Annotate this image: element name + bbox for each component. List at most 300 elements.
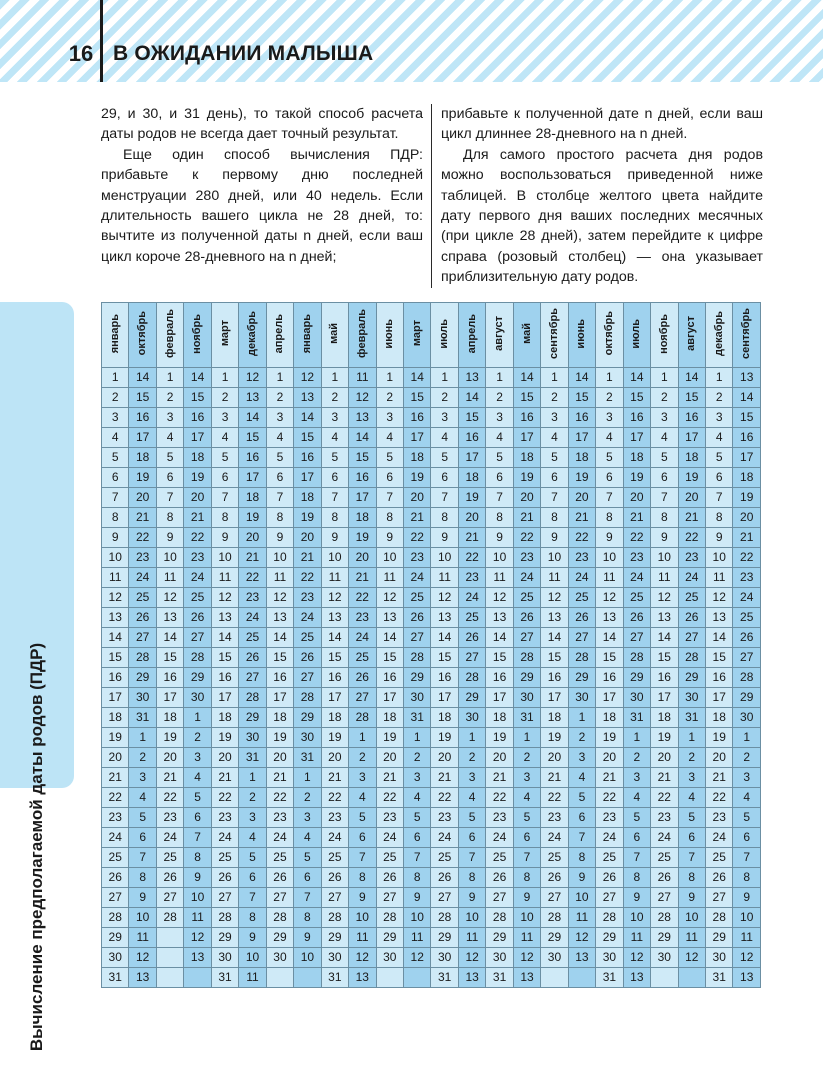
table-cell: 11	[486, 568, 513, 588]
table-cell: 14	[129, 368, 156, 388]
month-header	[403, 303, 430, 368]
table-cell: 29	[705, 928, 732, 948]
table-cell: 3	[102, 408, 129, 428]
table-cell: 8	[239, 908, 266, 928]
table-cell: 21	[458, 528, 485, 548]
table-cell: 18	[129, 448, 156, 468]
table-cell: 31	[705, 968, 732, 988]
table-cell: 2	[156, 388, 183, 408]
table-cell: 22	[129, 528, 156, 548]
table-cell: 10	[376, 548, 403, 568]
month-header	[733, 303, 761, 368]
table-cell: 22	[321, 788, 348, 808]
table-cell: 27	[349, 688, 376, 708]
table-cell: 27	[596, 888, 623, 908]
table-cell: 23	[623, 548, 650, 568]
month-header	[678, 303, 705, 368]
table-cell: 11	[458, 928, 485, 948]
table-cell: 5	[733, 808, 761, 828]
table-cell: 17	[486, 688, 513, 708]
text-column-left	[101, 104, 423, 267]
table-cell: 9	[102, 528, 129, 548]
table-row	[102, 388, 761, 408]
table-cell: 30	[651, 948, 678, 968]
table-cell: 7	[376, 488, 403, 508]
table-cell: 18	[678, 448, 705, 468]
table-cell: 2	[705, 388, 732, 408]
table-cell: 23	[733, 568, 761, 588]
table-cell: 17	[266, 688, 293, 708]
table-cell: 3	[596, 408, 623, 428]
table-row	[102, 608, 761, 628]
table-cell: 20	[568, 488, 595, 508]
table-cell: 26	[678, 608, 705, 628]
table-cell: 29	[596, 928, 623, 948]
table-cell: 18	[266, 708, 293, 728]
table-cell: 1	[651, 368, 678, 388]
table-cell: 5	[321, 448, 348, 468]
table-cell: 7	[349, 848, 376, 868]
table-cell: 13	[239, 388, 266, 408]
table-cell: 25	[486, 848, 513, 868]
table-cell: 6	[486, 468, 513, 488]
table-cell: 22	[294, 568, 321, 588]
table-cell: 28	[678, 648, 705, 668]
table-cell: 17	[349, 488, 376, 508]
table-cell: 25	[349, 648, 376, 668]
table-cell: 27	[486, 888, 513, 908]
table-cell: 9	[458, 888, 485, 908]
table-cell: 11	[184, 908, 211, 928]
chapter-title: В ОЖИДАНИИ МАЛЫША	[113, 42, 374, 65]
month-header	[623, 303, 650, 368]
table-cell: 15	[541, 648, 568, 668]
table-cell: 30	[321, 948, 348, 968]
table-cell: 5	[596, 448, 623, 468]
table-cell: 25	[596, 848, 623, 868]
table-cell: 20	[705, 748, 732, 768]
table-cell: 23	[211, 808, 238, 828]
page-header	[0, 0, 823, 82]
table-cell: 22	[403, 528, 430, 548]
table-cell: 14	[294, 408, 321, 428]
table-cell: 13	[184, 948, 211, 968]
table-cell: 8	[513, 868, 540, 888]
table-cell: 30	[129, 688, 156, 708]
table-cell: 13	[211, 608, 238, 628]
table-cell: 24	[156, 828, 183, 848]
table-row	[102, 808, 761, 828]
table-cell: 22	[651, 788, 678, 808]
table-cell: 29	[733, 688, 761, 708]
month-label: ноябрь	[657, 313, 670, 354]
table-cell: 6	[513, 828, 540, 848]
table-cell: 12	[102, 588, 129, 608]
table-cell: 24	[458, 588, 485, 608]
table-cell: 9	[596, 528, 623, 548]
table-cell: 3	[403, 768, 430, 788]
table-cell: 31	[678, 708, 705, 728]
table-cell: 18	[568, 448, 595, 468]
table-cell: 15	[596, 648, 623, 668]
table-cell: 16	[349, 468, 376, 488]
table-cell: 25	[294, 628, 321, 648]
table-cell: 29	[651, 928, 678, 948]
table-cell: 26	[513, 608, 540, 628]
month-header	[376, 303, 403, 368]
table-cell: 22	[596, 788, 623, 808]
table-cell: 4	[458, 788, 485, 808]
table-cell: 21	[239, 548, 266, 568]
table-cell: 16	[211, 668, 238, 688]
table-cell: 10	[458, 908, 485, 928]
table-cell: 1	[596, 368, 623, 388]
table-cell: 12	[349, 948, 376, 968]
table-cell: 18	[376, 708, 403, 728]
table-cell: 14	[678, 368, 705, 388]
table-cell: 16	[184, 408, 211, 428]
table-row	[102, 628, 761, 648]
table-cell: 16	[678, 408, 705, 428]
table-row	[102, 968, 761, 988]
table-cell: 6	[403, 828, 430, 848]
table-cell: 18	[156, 708, 183, 728]
table-cell: 9	[568, 868, 595, 888]
table-cell: 31	[596, 968, 623, 988]
month-label: октябрь	[136, 311, 149, 356]
month-label: декабрь	[712, 311, 725, 356]
table-cell: 21	[541, 768, 568, 788]
table-cell: 5	[294, 848, 321, 868]
table-cell: 5	[513, 808, 540, 828]
table-cell: 10	[403, 908, 430, 928]
table-cell: 7	[651, 488, 678, 508]
table-cell: 26	[431, 868, 458, 888]
table-cell: 30	[431, 948, 458, 968]
table-cell: 7	[403, 848, 430, 868]
table-cell: 28	[596, 908, 623, 928]
side-tab	[0, 302, 74, 1052]
table-cell: 4	[403, 788, 430, 808]
table-cell: 20	[294, 528, 321, 548]
table-cell: 11	[705, 568, 732, 588]
table-cell: 25	[403, 588, 430, 608]
table-cell: 26	[376, 868, 403, 888]
table-cell: 7	[102, 488, 129, 508]
table-cell: 6	[349, 828, 376, 848]
table-cell: 11	[651, 568, 678, 588]
table-cell: 10	[513, 908, 540, 928]
table-cell: 23	[541, 808, 568, 828]
table-cell: 11	[623, 928, 650, 948]
table-row	[102, 528, 761, 548]
table-cell: 1	[129, 728, 156, 748]
table-cell: 12	[376, 588, 403, 608]
table-cell: 21	[733, 528, 761, 548]
table-cell: 29	[129, 668, 156, 688]
month-header	[129, 303, 156, 368]
table-cell: 1	[156, 368, 183, 388]
table-cell: 1	[239, 768, 266, 788]
table-cell: 13	[733, 968, 761, 988]
table-cell: 10	[596, 548, 623, 568]
table-cell: 28	[156, 908, 183, 928]
table-cell: 7	[239, 888, 266, 908]
table-cell: 30	[733, 708, 761, 728]
table-cell: 4	[156, 428, 183, 448]
table-cell: 20	[596, 748, 623, 768]
table-cell: 14	[458, 388, 485, 408]
table-cell: 12	[733, 948, 761, 968]
table-cell: 20	[486, 748, 513, 768]
table-cell: 8	[211, 508, 238, 528]
table-cell: 4	[266, 428, 293, 448]
table-cell: 12	[294, 368, 321, 388]
table-cell: 9	[623, 888, 650, 908]
table-cell: 10	[349, 908, 376, 928]
table-cell: 12	[403, 948, 430, 968]
month-label: декабрь	[245, 311, 258, 356]
table-cell: 11	[211, 568, 238, 588]
table-cell: 19	[239, 508, 266, 528]
table-cell: 25	[184, 588, 211, 608]
table-cell: 2	[129, 748, 156, 768]
table-cell: 23	[513, 548, 540, 568]
month-label: март	[218, 320, 231, 347]
table-cell	[568, 968, 595, 988]
table-cell: 30	[705, 948, 732, 968]
table-cell: 18	[211, 708, 238, 728]
paragraph: 29, и 30, и 31 день), то такой способ расчета даты родов не всегда дает точный результат.	[101, 106, 423, 143]
table-cell: 8	[266, 508, 293, 528]
table-cell: 20	[403, 488, 430, 508]
table-cell: 7	[184, 828, 211, 848]
table-cell: 17	[102, 688, 129, 708]
table-cell: 16	[156, 668, 183, 688]
table-cell: 21	[184, 508, 211, 528]
table-cell: 26	[239, 648, 266, 668]
table-cell: 13	[349, 968, 376, 988]
month-header	[431, 303, 458, 368]
table-cell: 23	[678, 548, 705, 568]
table-cell: 19	[102, 728, 129, 748]
table-cell: 4	[596, 428, 623, 448]
table-cell: 9	[513, 888, 540, 908]
paragraph: Для самого простого расчета дня родов можно воспользоваться приведенной ниже таблицей. В столбце желтого цвета найдите дату первого дня ваших последних месячных (при цикле 28 дней), затем перейдите к цифре справа (розовый столбец) — она указывает приблизительную дату родов.	[441, 146, 763, 286]
table-cell: 24	[733, 588, 761, 608]
month-label: апрель	[273, 313, 286, 354]
table-cell	[294, 968, 321, 988]
table-cell: 30	[596, 948, 623, 968]
table-cell: 13	[623, 968, 650, 988]
table-cell: 22	[239, 568, 266, 588]
table-cell: 18	[705, 708, 732, 728]
table-cell: 30	[568, 688, 595, 708]
table-cell: 19	[651, 728, 678, 748]
table-cell: 14	[568, 368, 595, 388]
table-cell: 5	[678, 808, 705, 828]
table-cell: 9	[651, 528, 678, 548]
table-cell: 31	[486, 968, 513, 988]
table-cell: 12	[651, 588, 678, 608]
table-cell: 29	[376, 928, 403, 948]
table-row	[102, 948, 761, 968]
table-cell: 28	[705, 908, 732, 928]
table-cell: 27	[651, 888, 678, 908]
table-cell: 17	[705, 688, 732, 708]
table-row	[102, 728, 761, 748]
table-cell: 1	[266, 368, 293, 388]
table-cell: 3	[678, 768, 705, 788]
table-cell	[156, 968, 183, 988]
table-cell: 18	[623, 448, 650, 468]
table-cell: 8	[294, 908, 321, 928]
month-header	[541, 303, 568, 368]
month-header	[211, 303, 238, 368]
table-row	[102, 408, 761, 428]
table-row	[102, 748, 761, 768]
table-row	[102, 488, 761, 508]
table-cell: 4	[239, 828, 266, 848]
table-cell: 23	[349, 608, 376, 628]
table-cell: 16	[403, 408, 430, 428]
table-cell: 17	[678, 428, 705, 448]
month-header	[294, 303, 321, 368]
table-cell: 24	[266, 828, 293, 848]
table-cell: 11	[239, 968, 266, 988]
table-cell: 29	[294, 708, 321, 728]
table-cell: 5	[651, 448, 678, 468]
table-cell: 27	[705, 888, 732, 908]
table-cell: 13	[349, 408, 376, 428]
table-cell: 9	[403, 888, 430, 908]
table-cell: 2	[513, 748, 540, 768]
table-cell: 29	[102, 928, 129, 948]
table-cell: 7	[513, 848, 540, 868]
table-cell: 4	[431, 428, 458, 448]
table-cell: 10	[678, 908, 705, 928]
table-cell: 20	[129, 488, 156, 508]
table-cell: 23	[156, 808, 183, 828]
table-cell: 7	[458, 848, 485, 868]
table-cell: 8	[486, 508, 513, 528]
table-cell: 20	[239, 528, 266, 548]
table-cell: 23	[294, 588, 321, 608]
table-cell: 20	[513, 488, 540, 508]
table-cell: 7	[623, 848, 650, 868]
table-cell: 20	[431, 748, 458, 768]
table-cell: 3	[623, 768, 650, 788]
table-cell: 11	[266, 568, 293, 588]
table-cell: 26	[102, 868, 129, 888]
table-cell: 19	[403, 468, 430, 488]
table-cell: 24	[705, 828, 732, 848]
table-cell: 19	[568, 468, 595, 488]
table-cell: 2	[678, 748, 705, 768]
table-cell: 18	[431, 708, 458, 728]
table-cell: 2	[403, 748, 430, 768]
table-cell: 12	[211, 588, 238, 608]
table-cell: 1	[513, 728, 540, 748]
table-cell: 31	[321, 968, 348, 988]
table-cell: 12	[541, 588, 568, 608]
table-cell: 9	[184, 868, 211, 888]
table-cell: 3	[321, 408, 348, 428]
table-cell: 24	[184, 568, 211, 588]
table-cell: 26	[156, 868, 183, 888]
table-cell: 6	[102, 468, 129, 488]
table-cell: 24	[596, 828, 623, 848]
table-cell: 19	[266, 728, 293, 748]
table-cell: 10	[102, 548, 129, 568]
table-cell: 6	[321, 468, 348, 488]
table-cell: 3	[156, 408, 183, 428]
table-cell: 22	[623, 528, 650, 548]
table-cell: 4	[486, 428, 513, 448]
table-cell: 20	[211, 748, 238, 768]
table-cell: 15	[349, 448, 376, 468]
table-cell: 22	[513, 528, 540, 548]
month-header	[458, 303, 485, 368]
table-cell: 20	[541, 748, 568, 768]
table-cell: 21	[513, 508, 540, 528]
table-cell: 21	[431, 768, 458, 788]
table-cell: 30	[102, 948, 129, 968]
table-cell: 30	[184, 688, 211, 708]
table-row	[102, 828, 761, 848]
table-cell: 4	[294, 828, 321, 848]
table-cell: 23	[184, 548, 211, 568]
table-cell: 6	[239, 868, 266, 888]
table-cell: 20	[733, 508, 761, 528]
table-cell: 17	[184, 428, 211, 448]
month-label: май	[520, 323, 533, 344]
table-cell: 30	[211, 948, 238, 968]
table-cell: 15	[376, 648, 403, 668]
table-cell: 12	[513, 948, 540, 968]
table-cell: 4	[211, 428, 238, 448]
table-cell: 15	[568, 388, 595, 408]
table-cell: 27	[156, 888, 183, 908]
table-cell: 22	[156, 788, 183, 808]
table-cell: 29	[184, 668, 211, 688]
table-cell: 11	[541, 568, 568, 588]
column-divider	[431, 104, 432, 288]
table-cell: 13	[458, 368, 485, 388]
table-cell	[156, 948, 183, 968]
table-cell: 24	[211, 828, 238, 848]
table-cell: 1	[403, 728, 430, 748]
table-row	[102, 868, 761, 888]
table-cell: 30	[678, 688, 705, 708]
table-cell: 11	[403, 928, 430, 948]
table-cell: 24	[321, 828, 348, 848]
table-cell: 24	[294, 608, 321, 628]
table-cell: 20	[266, 748, 293, 768]
table-cell: 26	[568, 608, 595, 628]
table-cell: 28	[184, 648, 211, 668]
table-cell: 15	[705, 648, 732, 668]
table-cell: 14	[376, 628, 403, 648]
table-cell: 7	[129, 848, 156, 868]
table-cell: 7	[431, 488, 458, 508]
table-cell: 29	[211, 928, 238, 948]
table-cell: 31	[239, 748, 266, 768]
table-cell: 31	[431, 968, 458, 988]
table-cell: 1	[623, 728, 650, 748]
table-cell: 17	[239, 468, 266, 488]
table-cell: 22	[733, 548, 761, 568]
